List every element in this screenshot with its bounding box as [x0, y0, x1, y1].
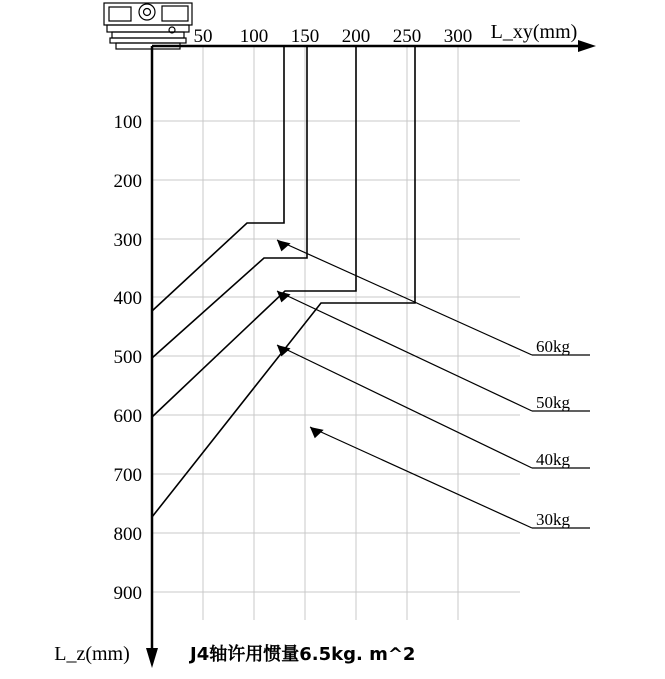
grid-lines	[152, 46, 520, 620]
chart-caption: J4轴许用惯量6.5kg. m^2	[190, 644, 416, 665]
y-tick-label: 600	[113, 406, 142, 427]
curve-label-50kg	[532, 393, 590, 412]
curve-label-text: 60kg	[536, 337, 570, 356]
x-tick-label: 150	[290, 26, 320, 47]
curve-label-text: 30kg	[536, 510, 570, 529]
curve-label-text: 40kg	[536, 450, 570, 469]
curve-label-40kg	[532, 450, 590, 469]
x-tick-label: 250	[392, 26, 422, 47]
y-tick-label: 700	[113, 465, 142, 486]
y-tick-label: 500	[113, 347, 142, 368]
curve-label-text: 50kg	[536, 393, 570, 412]
y-tick-label: 400	[113, 288, 142, 309]
curve-leader-lines	[275, 240, 532, 528]
x-axis-title: L_xy(mm)	[490, 21, 578, 43]
y-axis-title: L_z(mm)	[54, 643, 130, 665]
y-tick-label: 100	[113, 112, 142, 133]
y-tick-label: 800	[113, 524, 142, 545]
y-tick-label: 200	[113, 171, 142, 192]
x-tick-label: 50	[193, 26, 213, 47]
y-axis-tick-labels	[114, 112, 143, 604]
robot-wrist-icon	[104, 3, 192, 49]
x-tick-label: 300	[443, 26, 473, 47]
x-axis-tick-labels	[194, 26, 473, 47]
x-tick-label: 200	[341, 26, 371, 47]
curve-label-60kg	[532, 337, 590, 356]
x-tick-label: 100	[239, 26, 269, 47]
curve-60kg	[152, 46, 284, 311]
y-tick-label: 900	[113, 583, 142, 604]
y-tick-label: 300	[113, 230, 142, 251]
curve-label-30kg	[532, 510, 590, 529]
